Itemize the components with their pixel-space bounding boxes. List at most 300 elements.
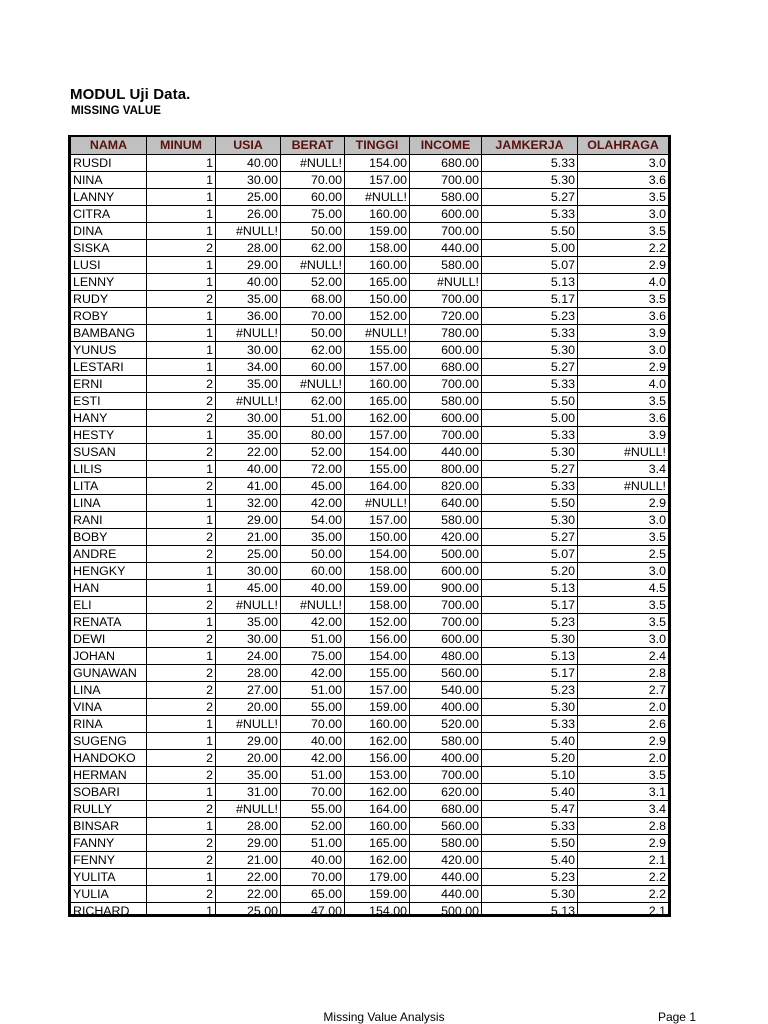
cell-berat: 35.00 xyxy=(281,529,345,546)
cell-olahraga: 2.6 xyxy=(578,716,669,733)
cell-minum: 2 xyxy=(147,376,216,393)
cell-usia: 20.00 xyxy=(216,750,281,767)
cell-olahraga: 3.6 xyxy=(578,308,669,325)
cell-olahraga: 2.9 xyxy=(578,835,669,852)
cell-berat: 51.00 xyxy=(281,767,345,784)
cell-jamkerja: 5.00 xyxy=(482,240,578,257)
cell-income: 720.00 xyxy=(410,308,482,325)
cell-olahraga: 3.0 xyxy=(578,512,669,529)
cell-olahraga: 3.5 xyxy=(578,189,669,206)
cell-income: 420.00 xyxy=(410,529,482,546)
cell-nama: HERMAN xyxy=(71,767,147,784)
cell-berat: #NULL! xyxy=(281,257,345,274)
table-row xyxy=(71,410,669,427)
cell-tinggi: 157.00 xyxy=(345,172,410,189)
cell-nama: SOBARI xyxy=(71,784,147,801)
cell-minum: 1 xyxy=(147,206,216,223)
cell-usia: 45.00 xyxy=(216,580,281,597)
cell-tinggi: 160.00 xyxy=(345,206,410,223)
cell-usia: 29.00 xyxy=(216,512,281,529)
table-row xyxy=(71,427,669,444)
table-row xyxy=(71,852,669,869)
cell-olahraga: 3.9 xyxy=(578,325,669,342)
cell-berat: 50.00 xyxy=(281,546,345,563)
cell-berat: 70.00 xyxy=(281,172,345,189)
cell-income: 780.00 xyxy=(410,325,482,342)
cell-usia: 35.00 xyxy=(216,291,281,308)
cell-nama: FANNY xyxy=(71,835,147,852)
cell-nama: YUNUS xyxy=(71,342,147,359)
cell-jamkerja: 5.33 xyxy=(482,427,578,444)
cell-minum: 1 xyxy=(147,563,216,580)
cell-income: 600.00 xyxy=(410,410,482,427)
table-row xyxy=(71,393,669,410)
table-row xyxy=(71,716,669,733)
cell-income: 600.00 xyxy=(410,563,482,580)
cell-jamkerja: 5.33 xyxy=(482,818,578,835)
table-row xyxy=(71,172,669,189)
cell-berat: 60.00 xyxy=(281,189,345,206)
table-row xyxy=(71,342,669,359)
cell-nama: LESTARI xyxy=(71,359,147,376)
cell-olahraga: 3.5 xyxy=(578,393,669,410)
cell-minum: 1 xyxy=(147,325,216,342)
cell-jamkerja: 5.50 xyxy=(482,393,578,410)
cell-olahraga: 2.0 xyxy=(578,699,669,716)
table-row xyxy=(71,801,669,818)
cell-olahraga: 3.0 xyxy=(578,563,669,580)
cell-nama: DEWI xyxy=(71,631,147,648)
cell-olahraga: 2.0 xyxy=(578,750,669,767)
table-row xyxy=(71,682,669,699)
cell-olahraga: 3.6 xyxy=(578,172,669,189)
cell-usia: 31.00 xyxy=(216,784,281,801)
table-row xyxy=(71,733,669,750)
cell-income: 580.00 xyxy=(410,733,482,750)
cell-nama: RANI xyxy=(71,512,147,529)
cell-income: 420.00 xyxy=(410,852,482,869)
cell-minum: 2 xyxy=(147,665,216,682)
cell-income: 820.00 xyxy=(410,478,482,495)
cell-jamkerja: 5.13 xyxy=(482,274,578,291)
cell-jamkerja: 5.27 xyxy=(482,461,578,478)
cell-tinggi: 165.00 xyxy=(345,393,410,410)
cell-berat: 40.00 xyxy=(281,733,345,750)
cell-olahraga: 3.0 xyxy=(578,342,669,359)
cell-nama: ROBY xyxy=(71,308,147,325)
cell-usia: 35.00 xyxy=(216,427,281,444)
cell-nama: HAN xyxy=(71,580,147,597)
cell-minum: 1 xyxy=(147,903,216,918)
cell-tinggi: 153.00 xyxy=(345,767,410,784)
cell-tinggi: 162.00 xyxy=(345,733,410,750)
cell-nama: NINA xyxy=(71,172,147,189)
cell-berat: 50.00 xyxy=(281,223,345,240)
cell-berat: 55.00 xyxy=(281,801,345,818)
cell-minum: 2 xyxy=(147,631,216,648)
cell-minum: 2 xyxy=(147,529,216,546)
cell-berat: 62.00 xyxy=(281,240,345,257)
cell-usia: 22.00 xyxy=(216,444,281,461)
table-row xyxy=(71,155,669,172)
document-subtitle: MISSING VALUE xyxy=(71,105,161,117)
data-table-frame xyxy=(68,135,671,917)
footer-title: Missing Value Analysis xyxy=(323,1010,445,1024)
cell-olahraga: 2.1 xyxy=(578,903,669,918)
cell-jamkerja: 5.30 xyxy=(482,886,578,903)
cell-usia: 26.00 xyxy=(216,206,281,223)
cell-berat: 40.00 xyxy=(281,852,345,869)
cell-olahraga: 2.9 xyxy=(578,257,669,274)
cell-jamkerja: 5.30 xyxy=(482,631,578,648)
cell-minum: 2 xyxy=(147,410,216,427)
cell-minum: 1 xyxy=(147,342,216,359)
cell-nama: LENNY xyxy=(71,274,147,291)
cell-tinggi: 154.00 xyxy=(345,155,410,172)
cell-income: 680.00 xyxy=(410,155,482,172)
cell-olahraga: 3.5 xyxy=(578,614,669,631)
cell-usia: 35.00 xyxy=(216,376,281,393)
cell-olahraga: #NULL! xyxy=(578,478,669,495)
cell-nama: GUNAWAN xyxy=(71,665,147,682)
table-row xyxy=(71,359,669,376)
cell-minum: 2 xyxy=(147,835,216,852)
cell-jamkerja: 5.27 xyxy=(482,359,578,376)
cell-income: 400.00 xyxy=(410,750,482,767)
cell-berat: 42.00 xyxy=(281,495,345,512)
cell-tinggi: 152.00 xyxy=(345,614,410,631)
cell-minum: 2 xyxy=(147,682,216,699)
cell-olahraga: #NULL! xyxy=(578,444,669,461)
cell-jamkerja: 5.30 xyxy=(482,444,578,461)
cell-berat: #NULL! xyxy=(281,155,345,172)
cell-jamkerja: 5.27 xyxy=(482,529,578,546)
cell-jamkerja: 5.20 xyxy=(482,563,578,580)
cell-minum: 2 xyxy=(147,852,216,869)
cell-minum: 2 xyxy=(147,597,216,614)
column-header-minum: MINUM xyxy=(147,137,216,155)
cell-minum: 1 xyxy=(147,189,216,206)
cell-jamkerja: 5.10 xyxy=(482,767,578,784)
cell-minum: 2 xyxy=(147,393,216,410)
table-row xyxy=(71,665,669,682)
cell-tinggi: 159.00 xyxy=(345,886,410,903)
table-row xyxy=(71,240,669,257)
cell-minum: 1 xyxy=(147,614,216,631)
cell-minum: 1 xyxy=(147,733,216,750)
cell-income: 680.00 xyxy=(410,359,482,376)
cell-olahraga: 3.6 xyxy=(578,410,669,427)
cell-usia: 36.00 xyxy=(216,308,281,325)
cell-tinggi: 164.00 xyxy=(345,478,410,495)
table-body xyxy=(71,155,669,918)
table-row xyxy=(71,835,669,852)
cell-tinggi: 164.00 xyxy=(345,801,410,818)
cell-jamkerja: 5.50 xyxy=(482,223,578,240)
cell-usia: 29.00 xyxy=(216,835,281,852)
cell-usia: 21.00 xyxy=(216,529,281,546)
cell-berat: 75.00 xyxy=(281,206,345,223)
cell-income: 440.00 xyxy=(410,240,482,257)
table-row xyxy=(71,529,669,546)
table-row xyxy=(71,257,669,274)
cell-olahraga: 2.8 xyxy=(578,818,669,835)
cell-nama: VINA xyxy=(71,699,147,716)
cell-tinggi: 162.00 xyxy=(345,410,410,427)
cell-nama: LINA xyxy=(71,495,147,512)
cell-tinggi: 155.00 xyxy=(345,665,410,682)
cell-nama: LUSI xyxy=(71,257,147,274)
cell-jamkerja: 5.13 xyxy=(482,580,578,597)
cell-berat: 68.00 xyxy=(281,291,345,308)
cell-income: 700.00 xyxy=(410,767,482,784)
cell-jamkerja: 5.30 xyxy=(482,512,578,529)
cell-berat: 55.00 xyxy=(281,699,345,716)
cell-income: 700.00 xyxy=(410,427,482,444)
cell-usia: 40.00 xyxy=(216,461,281,478)
cell-olahraga: 2.4 xyxy=(578,648,669,665)
cell-olahraga: 2.9 xyxy=(578,733,669,750)
cell-usia: 20.00 xyxy=(216,699,281,716)
cell-berat: 40.00 xyxy=(281,580,345,597)
cell-nama: SISKA xyxy=(71,240,147,257)
cell-berat: 60.00 xyxy=(281,359,345,376)
column-header-olahraga: OLAHRAGA xyxy=(578,137,669,155)
cell-berat: 51.00 xyxy=(281,410,345,427)
table-row xyxy=(71,767,669,784)
cell-olahraga: 3.5 xyxy=(578,529,669,546)
cell-usia: 25.00 xyxy=(216,903,281,918)
cell-jamkerja: 5.40 xyxy=(482,784,578,801)
column-header-income: INCOME xyxy=(410,137,482,155)
cell-jamkerja: 5.20 xyxy=(482,750,578,767)
cell-usia: 22.00 xyxy=(216,886,281,903)
cell-olahraga: 3.5 xyxy=(578,291,669,308)
cell-minum: 1 xyxy=(147,308,216,325)
table-row xyxy=(71,614,669,631)
table-row xyxy=(71,699,669,716)
table-row xyxy=(71,818,669,835)
cell-tinggi: #NULL! xyxy=(345,495,410,512)
cell-minum: 1 xyxy=(147,427,216,444)
cell-minum: 1 xyxy=(147,461,216,478)
cell-tinggi: 162.00 xyxy=(345,852,410,869)
cell-nama: BAMBANG xyxy=(71,325,147,342)
cell-nama: ERNI xyxy=(71,376,147,393)
cell-income: 580.00 xyxy=(410,393,482,410)
cell-jamkerja: 5.30 xyxy=(482,172,578,189)
cell-usia: 34.00 xyxy=(216,359,281,376)
cell-nama: BOBY xyxy=(71,529,147,546)
cell-income: 560.00 xyxy=(410,665,482,682)
cell-minum: 2 xyxy=(147,801,216,818)
table-row xyxy=(71,189,669,206)
cell-nama: HANY xyxy=(71,410,147,427)
cell-usia: 27.00 xyxy=(216,682,281,699)
cell-tinggi: 162.00 xyxy=(345,784,410,801)
cell-jamkerja: 5.07 xyxy=(482,546,578,563)
cell-olahraga: 2.8 xyxy=(578,665,669,682)
cell-jamkerja: 5.23 xyxy=(482,308,578,325)
cell-income: 640.00 xyxy=(410,495,482,512)
cell-berat: 70.00 xyxy=(281,308,345,325)
cell-berat: 65.00 xyxy=(281,886,345,903)
cell-jamkerja: 5.33 xyxy=(482,478,578,495)
cell-berat: 45.00 xyxy=(281,478,345,495)
cell-tinggi: 154.00 xyxy=(345,648,410,665)
cell-income: 400.00 xyxy=(410,699,482,716)
cell-tinggi: 157.00 xyxy=(345,512,410,529)
cell-usia: 30.00 xyxy=(216,631,281,648)
cell-income: 540.00 xyxy=(410,682,482,699)
cell-income: 600.00 xyxy=(410,206,482,223)
cell-berat: #NULL! xyxy=(281,597,345,614)
cell-olahraga: 2.7 xyxy=(578,682,669,699)
cell-income: #NULL! xyxy=(410,274,482,291)
data-table xyxy=(70,137,669,917)
table-row xyxy=(71,546,669,563)
cell-minum: 2 xyxy=(147,444,216,461)
cell-jamkerja: 5.33 xyxy=(482,325,578,342)
cell-olahraga: 3.9 xyxy=(578,427,669,444)
cell-usia: #NULL! xyxy=(216,801,281,818)
cell-nama: BINSAR xyxy=(71,818,147,835)
cell-tinggi: #NULL! xyxy=(345,189,410,206)
cell-usia: #NULL! xyxy=(216,716,281,733)
table-row xyxy=(71,869,669,886)
cell-usia: 30.00 xyxy=(216,410,281,427)
cell-olahraga: 4.0 xyxy=(578,274,669,291)
cell-nama: RICHARD xyxy=(71,903,147,918)
cell-tinggi: 159.00 xyxy=(345,223,410,240)
cell-minum: 1 xyxy=(147,172,216,189)
table-row xyxy=(71,206,669,223)
table-row xyxy=(71,648,669,665)
footer-page-number: Page 1 xyxy=(657,1010,696,1024)
cell-income: 900.00 xyxy=(410,580,482,597)
cell-usia: #NULL! xyxy=(216,393,281,410)
cell-minum: 2 xyxy=(147,699,216,716)
table-row xyxy=(71,291,669,308)
cell-nama: HANDOKO xyxy=(71,750,147,767)
cell-income: 700.00 xyxy=(410,223,482,240)
cell-olahraga: 2.2 xyxy=(578,240,669,257)
cell-minum: 1 xyxy=(147,223,216,240)
cell-usia: #NULL! xyxy=(216,325,281,342)
cell-minum: 1 xyxy=(147,359,216,376)
cell-usia: 28.00 xyxy=(216,665,281,682)
cell-minum: 2 xyxy=(147,546,216,563)
cell-olahraga: 3.1 xyxy=(578,784,669,801)
cell-jamkerja: 5.23 xyxy=(482,614,578,631)
table-row xyxy=(71,750,669,767)
cell-income: 800.00 xyxy=(410,461,482,478)
cell-income: 700.00 xyxy=(410,614,482,631)
cell-income: 700.00 xyxy=(410,291,482,308)
cell-berat: #NULL! xyxy=(281,376,345,393)
cell-berat: 51.00 xyxy=(281,682,345,699)
cell-usia: 35.00 xyxy=(216,767,281,784)
cell-income: 500.00 xyxy=(410,903,482,918)
cell-nama: HENGKY xyxy=(71,563,147,580)
cell-tinggi: 158.00 xyxy=(345,240,410,257)
table-row xyxy=(71,631,669,648)
cell-usia: 40.00 xyxy=(216,155,281,172)
cell-jamkerja: 5.17 xyxy=(482,291,578,308)
cell-tinggi: 160.00 xyxy=(345,818,410,835)
cell-olahraga: 2.9 xyxy=(578,495,669,512)
cell-tinggi: 158.00 xyxy=(345,597,410,614)
cell-nama: HESTY xyxy=(71,427,147,444)
cell-usia: 21.00 xyxy=(216,852,281,869)
cell-jamkerja: 5.07 xyxy=(482,257,578,274)
cell-jamkerja: 5.13 xyxy=(482,648,578,665)
cell-minum: 1 xyxy=(147,716,216,733)
table-row xyxy=(71,495,669,512)
cell-jamkerja: 5.00 xyxy=(482,410,578,427)
cell-tinggi: 154.00 xyxy=(345,546,410,563)
cell-tinggi: 158.00 xyxy=(345,563,410,580)
cell-berat: 80.00 xyxy=(281,427,345,444)
cell-berat: 42.00 xyxy=(281,665,345,682)
cell-nama: RUDY xyxy=(71,291,147,308)
cell-nama: LINA xyxy=(71,682,147,699)
cell-income: 560.00 xyxy=(410,818,482,835)
cell-tinggi: 152.00 xyxy=(345,308,410,325)
cell-usia: 40.00 xyxy=(216,274,281,291)
cell-minum: 1 xyxy=(147,155,216,172)
cell-berat: 62.00 xyxy=(281,342,345,359)
cell-jamkerja: 5.23 xyxy=(482,682,578,699)
cell-berat: 47.00 xyxy=(281,903,345,918)
cell-usia: 25.00 xyxy=(216,546,281,563)
cell-income: 580.00 xyxy=(410,257,482,274)
table-row xyxy=(71,784,669,801)
cell-usia: 25.00 xyxy=(216,189,281,206)
cell-nama: JOHAN xyxy=(71,648,147,665)
column-header-usia: USIA xyxy=(216,137,281,155)
cell-olahraga: 2.1 xyxy=(578,852,669,869)
cell-nama: SUGENG xyxy=(71,733,147,750)
cell-jamkerja: 5.33 xyxy=(482,206,578,223)
cell-usia: 30.00 xyxy=(216,342,281,359)
cell-jamkerja: 5.27 xyxy=(482,189,578,206)
cell-tinggi: 154.00 xyxy=(345,903,410,918)
cell-jamkerja: 5.50 xyxy=(482,495,578,512)
cell-nama: ESTI xyxy=(71,393,147,410)
cell-tinggi: 159.00 xyxy=(345,699,410,716)
cell-tinggi: 165.00 xyxy=(345,835,410,852)
cell-olahraga: 2.2 xyxy=(578,886,669,903)
cell-minum: 2 xyxy=(147,886,216,903)
cell-tinggi: 157.00 xyxy=(345,359,410,376)
cell-berat: 60.00 xyxy=(281,563,345,580)
cell-usia: 28.00 xyxy=(216,818,281,835)
cell-nama: RUSDI xyxy=(71,155,147,172)
column-header-jamkerja: JAMKERJA xyxy=(482,137,578,155)
cell-olahraga: 3.0 xyxy=(578,155,669,172)
cell-nama: FENNY xyxy=(71,852,147,869)
cell-berat: 70.00 xyxy=(281,716,345,733)
table-row xyxy=(71,376,669,393)
cell-olahraga: 4.0 xyxy=(578,376,669,393)
cell-usia: 30.00 xyxy=(216,563,281,580)
cell-olahraga: 4.5 xyxy=(578,580,669,597)
cell-olahraga: 3.4 xyxy=(578,801,669,818)
cell-income: 700.00 xyxy=(410,376,482,393)
cell-nama: RENATA xyxy=(71,614,147,631)
cell-minum: 1 xyxy=(147,495,216,512)
